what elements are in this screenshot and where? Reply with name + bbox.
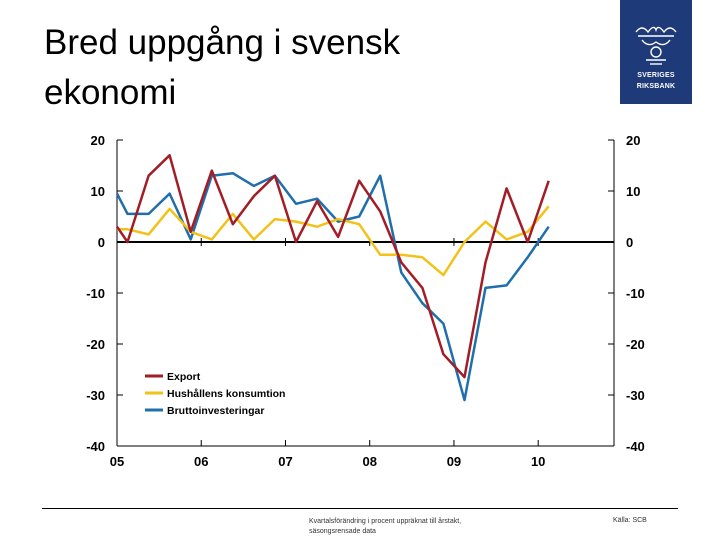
y-tick-label-left: 10 <box>90 184 105 199</box>
x-tick-label: 10 <box>530 454 546 469</box>
y-tick-label-right: -40 <box>626 439 645 454</box>
y-tick-label-right: 20 <box>626 133 641 148</box>
footnote <box>309 517 509 537</box>
y-tick-label-left: -40 <box>86 439 105 454</box>
y-tick-label-right: -30 <box>626 388 645 403</box>
x-tick-label: 08 <box>362 454 377 469</box>
legend-label: Export <box>167 371 201 383</box>
y-tick-label-right: -20 <box>626 337 645 352</box>
footnote-line-2: säsongsrensade data <box>309 528 376 535</box>
x-tick-label: 06 <box>194 454 209 469</box>
footnote-line-1: Kvartalsförändring i procent uppräknat till årstakt, <box>309 518 462 525</box>
y-tick-label-left: -30 <box>86 388 105 403</box>
chart-series <box>117 155 549 400</box>
title-line-2: ekonomi <box>44 73 177 112</box>
logo-line-2: RIKSBANK <box>636 83 676 90</box>
x-minor-placeholder <box>0 0 117 442</box>
legend-label: Bruttoinvesteringar <box>167 405 265 417</box>
y-tick-label-left: 20 <box>90 133 105 148</box>
y-tick-label-left: 0 <box>97 235 105 250</box>
x-tick-label: 07 <box>278 454 293 469</box>
x-tick-label: 09 <box>446 454 462 469</box>
logo-line-1: SVERIGES <box>637 72 675 79</box>
y-tick-label-right: 10 <box>626 184 641 199</box>
legend-label: Hushållens konsumtion <box>167 388 286 400</box>
y-tick-label-right: 0 <box>626 235 634 250</box>
chart-legend <box>139 365 299 423</box>
y-tick-label-left: -20 <box>86 337 105 352</box>
x-tick-label: 05 <box>109 454 125 469</box>
series-line-0 <box>117 155 549 377</box>
title-line-1: Bred uppgång i svensk <box>44 23 401 62</box>
footer-divider <box>42 508 678 509</box>
y-tick-label-left: -10 <box>86 286 105 301</box>
source-label: Källa: SCB <box>613 517 647 524</box>
y-tick-label-right: -10 <box>626 286 645 301</box>
